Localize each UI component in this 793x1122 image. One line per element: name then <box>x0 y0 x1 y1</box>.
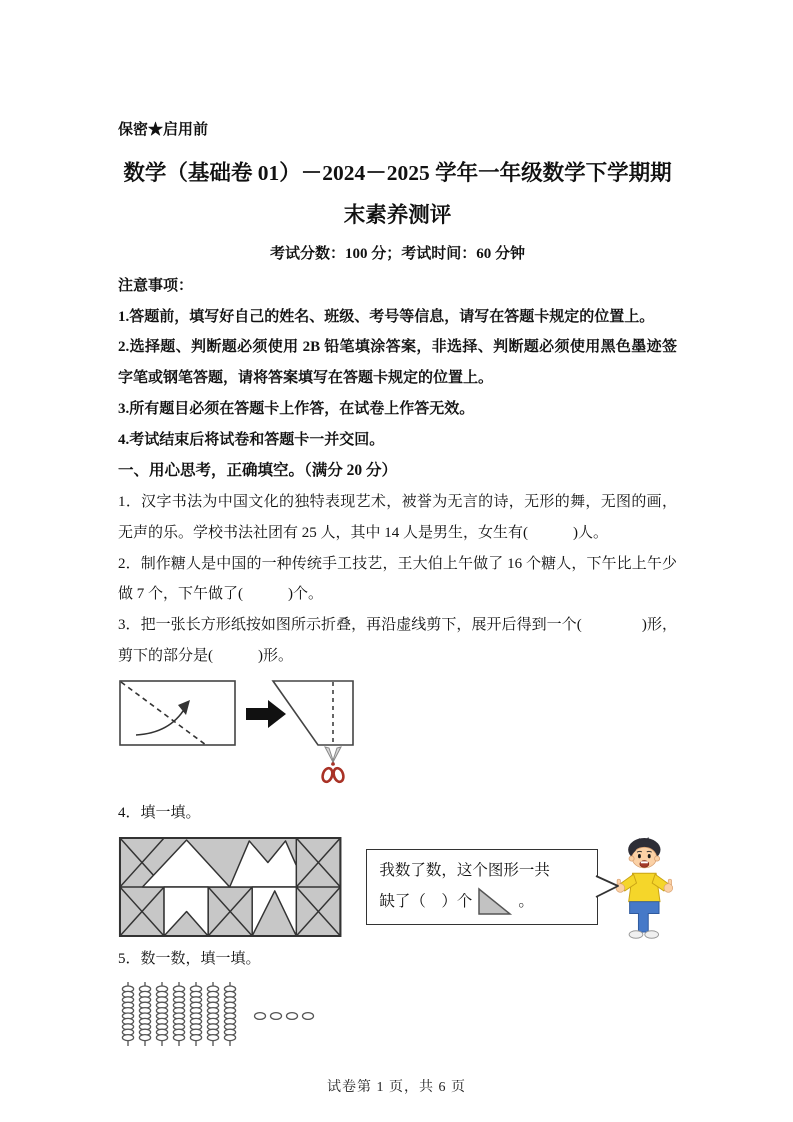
notices-block <box>118 271 677 456</box>
beads-row <box>118 978 677 1055</box>
notice-item-4: 4.考试结束后将试卷和答题卡一并交回。 <box>118 431 385 448</box>
section-one-heading: 一、用心思考，正确填空。（满分 20 分） <box>118 462 398 480</box>
tangram-figure <box>118 835 342 939</box>
page-title-line1: 数学（基础卷 01）－2024－2025 学年一年级数学下学期期 <box>123 161 672 185</box>
bubble-line-2 <box>379 886 587 917</box>
page-content <box>118 120 677 1057</box>
notice-item-1: 1.答题前，填写好自己的姓名、班级、考号等信息，请写在答题卡规定的位置上。 <box>118 308 655 325</box>
page-title <box>118 153 677 237</box>
folded-shape <box>273 681 353 745</box>
notice-item-3: 3.所有题目必须在答题卡上作答，在试卷上作答无效。 <box>118 400 475 417</box>
bead-strings-figure <box>118 978 328 1050</box>
fold-figure <box>118 675 370 791</box>
tangram-row <box>118 834 677 940</box>
question-2: 2．制作糖人是中国的一种传统手工技艺，王大伯上午做了 16 个糖人，下午比上午少做 7 个，下午做了( )个。 <box>118 555 677 603</box>
bubble-pointer-icon <box>595 875 621 899</box>
fold-figure-row <box>118 675 677 796</box>
boy-illustration <box>612 834 677 940</box>
speech-bubble <box>366 849 598 925</box>
right-arrow-icon <box>246 700 286 728</box>
question-1: 1．汉字书法为中国文化的独特表现艺术，被誉为无言的诗，无形的舞，无图的画，无声的乐。学校书法社团有 25 人，其中 14 人是男生，女生有( )人。 <box>118 494 677 541</box>
notice-item-2: 2.选择题、判断题必须使用 2B 铅笔填涂答案，非选择、判断题必须使用黑色墨迹签字笔或钢笔答题，请将答案填写在答题卡规定的位置上。 <box>118 339 677 387</box>
question-5: 5．数一数，填一填。 <box>118 951 261 968</box>
bubble-line-2-period: 。 <box>518 893 534 911</box>
missing-triangle-icon <box>476 887 514 917</box>
speech-bubble-wrap <box>366 849 598 925</box>
exam-info: 考试分数：100 分；考试时间：60 分钟 <box>269 245 525 262</box>
bubble-line-1: 我数了数，这个图形一共 <box>379 862 550 880</box>
question-4: 4．填一填。 <box>118 804 201 821</box>
page-title-line2: 末素养测评 <box>343 202 452 227</box>
bubble-line-2-text: 缺了（ ）个 <box>379 893 473 911</box>
page-footer: 试卷第 1 页，共 6 页 <box>327 1080 466 1095</box>
question-3: 3．把一张长方形纸按如图所示折叠，再沿虚线剪下，展开后得到一个( )形，剪下的部分是( )形。 <box>118 617 677 664</box>
notices-heading: 注意事项： <box>118 277 194 294</box>
classification-label: 保密★启用前 <box>118 122 209 138</box>
scissors-icon <box>321 747 345 783</box>
